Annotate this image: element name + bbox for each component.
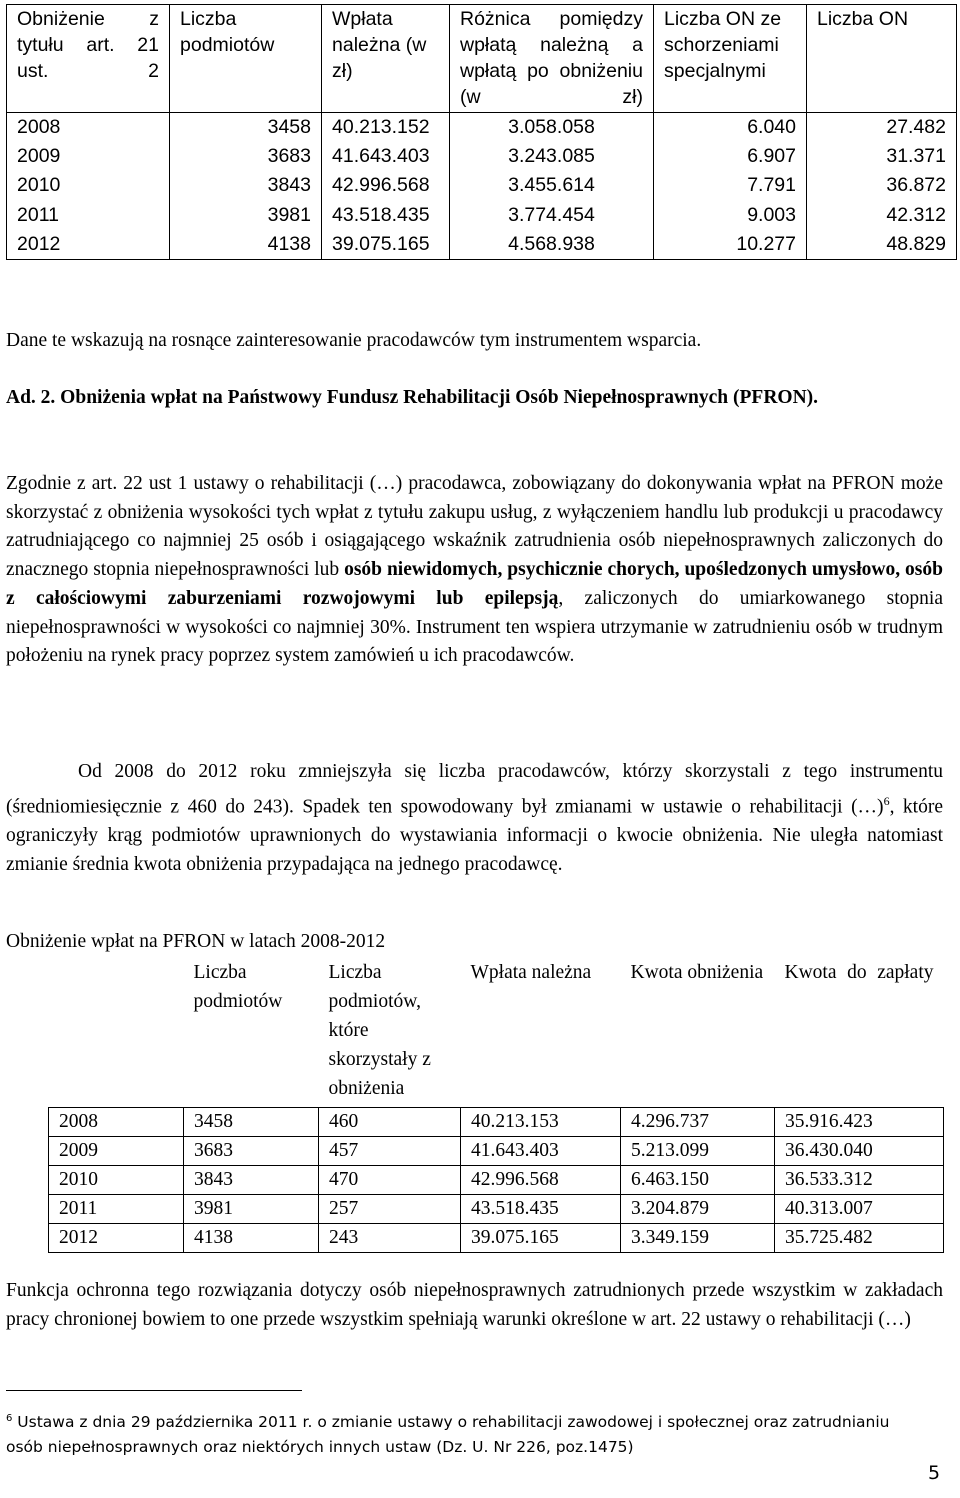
- table-cell: 3683: [170, 142, 322, 171]
- table-cell: 3.243.085: [450, 142, 654, 171]
- table-cell: 4138: [170, 230, 322, 260]
- footnote-reference: 6: [883, 793, 890, 808]
- table-cell: 36.533.312: [775, 1166, 944, 1195]
- table-cell: 2008: [7, 113, 170, 143]
- on-reduction-table: [6, 4, 957, 260]
- table-cell: 6.907: [654, 142, 807, 171]
- table-cell: 2009: [7, 142, 170, 171]
- table-row: [49, 1224, 944, 1253]
- table-cell: 2009: [49, 1137, 184, 1166]
- table-cell: 3458: [170, 113, 322, 143]
- table-cell: 35.725.482: [775, 1224, 944, 1253]
- table-cell: 48.829: [807, 230, 957, 260]
- column-header: Wpłata należna: [470, 962, 592, 983]
- table-row: [49, 1195, 944, 1224]
- table-cell: 4.568.938: [450, 230, 654, 260]
- column-header: Obniżenie z tytułu art. 21 ust. 2: [7, 5, 170, 113]
- column-header: Liczba ON ze schorzeniami specjalnymi: [654, 5, 807, 113]
- table-cell: 27.482: [807, 113, 957, 143]
- table-cell: 9.003: [654, 201, 807, 230]
- table-cell: 2011: [49, 1195, 184, 1224]
- table-cell: 3843: [184, 1166, 319, 1195]
- table-cell: 39.075.165: [461, 1224, 621, 1253]
- table-cell: 4.296.737: [621, 1108, 775, 1137]
- table-cell: 3843: [170, 171, 322, 200]
- table-cell: 3683: [184, 1137, 319, 1166]
- column-header: Liczba podmiotów: [193, 962, 283, 1012]
- column-header: [49, 955, 184, 1108]
- table-cell: 42.312: [807, 201, 957, 230]
- footnote: [6, 1406, 906, 1460]
- table-header-row: [7, 5, 957, 113]
- page-number: 5: [928, 1462, 941, 1484]
- table-cell: 43.518.435: [461, 1195, 621, 1224]
- table-cell: 4138: [184, 1224, 319, 1253]
- column-header: Wpłata należna (w zł): [322, 5, 450, 113]
- table-cell: 40.213.153: [461, 1108, 621, 1137]
- table-cell: 457: [319, 1137, 461, 1166]
- table-cell: 2008: [49, 1108, 184, 1137]
- table-cell: 3458: [184, 1108, 319, 1137]
- paragraph-text: Od 2008 do 2012 roku zmniejszyła się liczba pracodawców, którzy skorzystali z tego instrumentu (średniomiesięcznie z 460 do 243). Spadek ten spowodowany był zmianami w ustawie o rehabilitacji (…): [6, 761, 943, 818]
- table-cell: 2011: [7, 201, 170, 230]
- column-header: Kwota obniżenia: [630, 962, 764, 983]
- interest-paragraph: Dane te wskazują na rosnące zainteresowanie pracodawców tym instrumentem wsparcia.: [6, 330, 702, 351]
- column-header: Różnica pomiędzy wpłatą należną a wpłatą po obniżeniu (w zł): [450, 5, 654, 113]
- table-row: [7, 171, 957, 200]
- table-cell: 3.349.159: [621, 1224, 775, 1253]
- table-cell: 3.455.614: [450, 171, 654, 200]
- table-row: [7, 230, 957, 260]
- column-header: Kwota do zapłaty: [784, 962, 934, 983]
- table-cell: 41.643.403: [322, 142, 450, 171]
- table-cell: 2010: [7, 171, 170, 200]
- footnote-text: Ustawa z dnia 29 października 2011 r. o zmianie ustawy o rehabilitacji zawodowej i społecznej oraz zatrudnianiu osób niepełnosprawnych oraz niektórych innych ustaw (Dz. U. Nr 226, poz.1475): [6, 1413, 890, 1457]
- trend-paragraph: [6, 758, 943, 879]
- paragraph-bold-text: osób niewidomych, psychicznie chorych, upośledzonych umysłowo, osób z całościowymi zaburzeniami rozwojowymi lub epilepsją: [6, 559, 943, 609]
- table-cell: 43.518.435: [322, 201, 450, 230]
- table-cell: 41.643.403: [461, 1137, 621, 1166]
- table-row: [7, 142, 957, 171]
- table-cell: 243: [319, 1224, 461, 1253]
- table-cell: 31.371: [807, 142, 957, 171]
- table-cell: 460: [319, 1108, 461, 1137]
- column-header: Liczba podmiotów: [170, 5, 322, 113]
- table-cell: 7.791: [654, 171, 807, 200]
- paragraph-text: , które ograniczyły krąg podmiotów uprawnionych do wystawiania informacji o kwocie obniżenia. Nie uległa natomiast zmianie średnia kwota obniżenia przypadająca na jednego pracodawcę.: [6, 796, 943, 875]
- table-caption: Obniżenie wpłat na PFRON w latach 2008-2012: [6, 931, 386, 952]
- table-cell: 6.040: [654, 113, 807, 143]
- table-cell: 2012: [49, 1224, 184, 1253]
- table-cell: 470: [319, 1166, 461, 1195]
- legal-basis-paragraph: [6, 470, 943, 671]
- table-row: [7, 113, 957, 143]
- table-cell: 40.313.007: [775, 1195, 944, 1224]
- table-row: [49, 1166, 944, 1195]
- table-cell: 3981: [170, 201, 322, 230]
- table-cell: 36.430.040: [775, 1137, 944, 1166]
- table-header-row: [49, 955, 944, 1108]
- table-cell: 3.204.879: [621, 1195, 775, 1224]
- table-cell: 3.774.454: [450, 201, 654, 230]
- table-cell: 5.213.099: [621, 1137, 775, 1166]
- table-cell: 35.916.423: [775, 1108, 944, 1137]
- table-cell: 257: [319, 1195, 461, 1224]
- table-row: [7, 201, 957, 230]
- table-row: [49, 1137, 944, 1166]
- table-cell: 42.996.568: [322, 171, 450, 200]
- table-cell: 3981: [184, 1195, 319, 1224]
- table-cell: 10.277: [654, 230, 807, 260]
- column-header: Liczba ON: [807, 5, 957, 113]
- table-cell: 42.996.568: [461, 1166, 621, 1195]
- table-row: [49, 1108, 944, 1137]
- paragraph-text: Zgodnie z art. 22 ust 1 ustawy o rehabilitacji (…) pracodawca, zobowiązany do dokonywania wpłat na PFRON może skorzystać z obniżenia wysokości tych wpłat z tytułu zakupu usług, z wyłączeniem handlu lub produkcji u pracodawcy zatrudniającego co najmniej 25 osób i osiągającego wskaźnik zatrudnienia osób niepełnosprawnych zaliczonych do znacznego stopnia niepełnosprawności lub: [6, 473, 943, 581]
- pfron-reduction-table: [48, 955, 944, 1253]
- footnote-separator: [6, 1390, 302, 1391]
- section-heading: Ad. 2. Obniżenia wpłat na Państwowy Fundusz Rehabilitacji Osób Niepełnosprawnych (PFRON).: [6, 387, 819, 408]
- table-cell: 36.872: [807, 171, 957, 200]
- table-cell: 40.213.152: [322, 113, 450, 143]
- table-cell: 6.463.150: [621, 1166, 775, 1195]
- footnote-number: 6: [6, 1413, 13, 1424]
- table-cell: 3.058.058: [450, 113, 654, 143]
- protective-function-paragraph: Funkcja ochronna tego rozwiązania dotyczy osób niepełnosprawnych zatrudnionych przede wszystkim w zakładach pracy chronionej bowiem to one przede wszystkim spełniają warunki określone w art. 22 ustawy o rehabilitacji (…): [6, 1280, 943, 1330]
- table-cell: 39.075.165: [322, 230, 450, 260]
- table-cell: 2010: [49, 1166, 184, 1195]
- paragraph-text: , zaliczonych do umiarkowanego stopnia niepełnosprawności w wysokości co najmniej 30%. Instrument ten wspiera utrzymanie w zatrudnieniu osób w trudnym położeniu na rynek pracy poprzez system zamówień u ich pracodawców.: [6, 587, 943, 667]
- column-header: Liczba podmiotów, które skorzystały z obniżenia: [328, 962, 431, 1099]
- table-cell: 2012: [7, 230, 170, 260]
